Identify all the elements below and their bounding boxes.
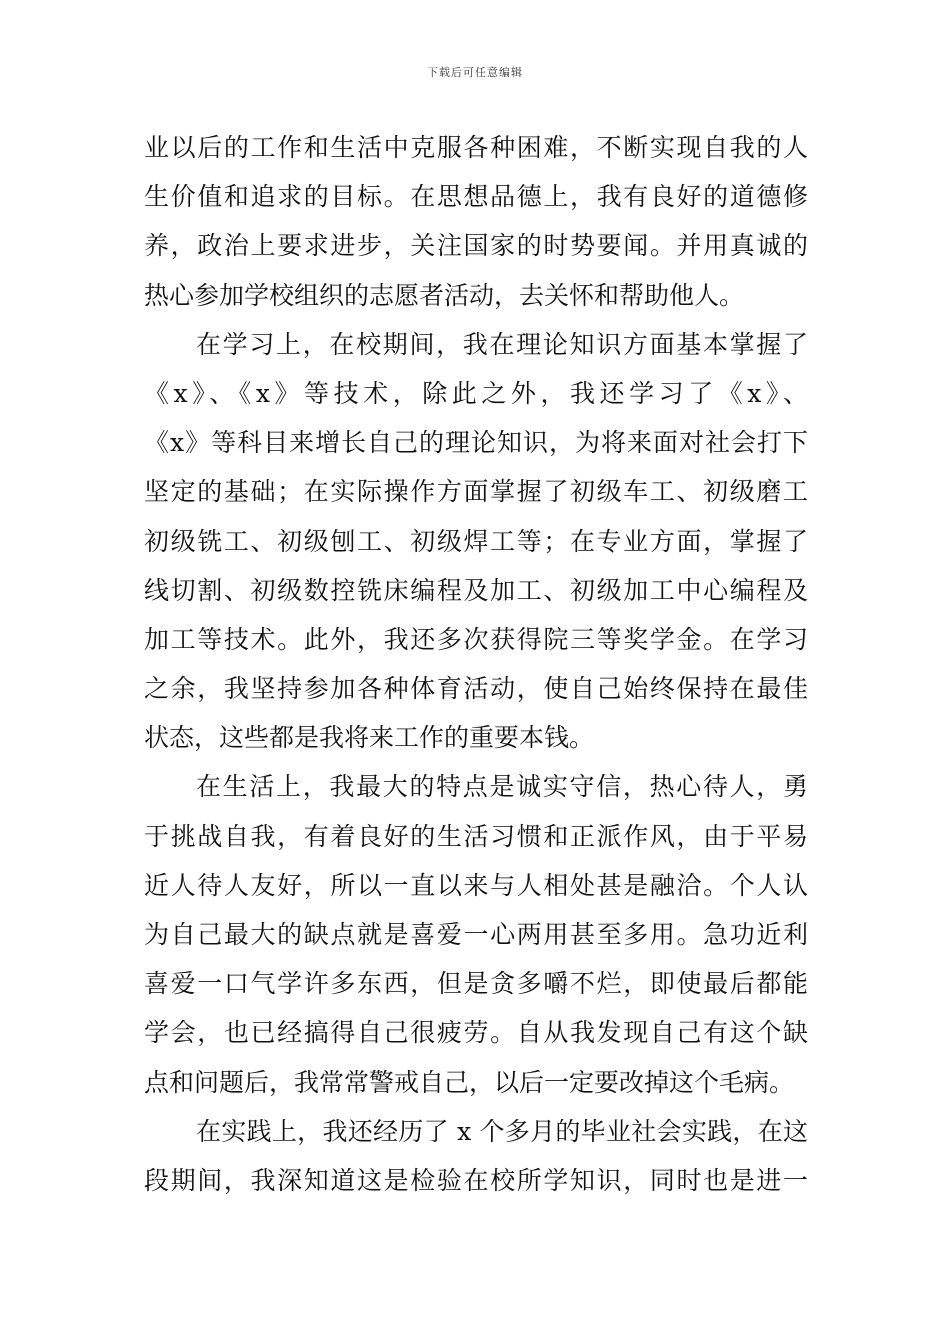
text-line: 业以后的工作和生活中克服各种困难，不断实现自我的人 — [144, 133, 808, 162]
text-line: 生价值和追求的目标。在思想品德上，我有良好的道德修 — [144, 182, 808, 212]
text-line: 养，政治上要求进步，关注国家的时势要闻。并用真诚的 — [144, 231, 808, 261]
text-line: 喜爱一口气学许多东西，但是贪多嚼不烂，即使最后都能 — [144, 969, 808, 999]
text-line: 于挑战自我，有着良好的生活习惯和正派作风，由于平易 — [144, 821, 808, 851]
text-line: 加工等技术。此外，我还多次获得院三等奖学金。在学习 — [144, 624, 808, 654]
text-line: 学会，也已经搞得自己很疲劳。自从我发现自己有这个缺 — [144, 1018, 808, 1048]
text-line: 《x》、《x》等技术，除此之外，我还学习了《x》、 — [144, 378, 808, 408]
text-line: 之余，我坚持参加各种体育活动，使自己始终保持在最佳 — [144, 674, 808, 704]
text-line: 状态，这些都是我将来工作的重要本钱。 — [144, 723, 595, 753]
text-line: 线切割、初级数控铣床编程及加工、初级加工中心编程及 — [144, 575, 808, 605]
text-line: 坚定的基础；在实际操作方面掌握了初级车工、初级磨工 — [144, 477, 808, 507]
paragraph-start-line: 在实践上，我还经历了 x 个多月的毕业社会实践，在这 — [196, 1116, 808, 1146]
paragraph-start-line: 在生活上，我最大的特点是诚实守信，热心待人，勇 — [196, 772, 808, 802]
document-body — [144, 123, 808, 1205]
text-line: 点和问题后，我常常警戒自己，以后一定要改掉这个毛病。 — [144, 1067, 795, 1097]
page-header: 下载后可任意编辑 — [427, 66, 523, 79]
text-line: 热心参加学校组织的志愿者活动，去关怀和帮助他人。 — [144, 280, 745, 310]
paragraph-start-line: 在学习上，在校期间，我在理论知识方面基本掌握了 — [196, 329, 808, 359]
text-line: 近人待人友好，所以一直以来与人相处甚是融洽。个人认 — [144, 870, 808, 900]
text-line: 段期间，我深知道这是检验在校所学知识，同时也是进一 — [144, 1165, 808, 1195]
text-line: 为自己最大的缺点就是喜爱一心两用甚至多用。急功近利 — [144, 920, 808, 949]
text-line: 初级铣工、初级刨工、初级焊工等；在专业方面，掌握了 — [144, 526, 808, 556]
text-line: 《x》等科目来增长自己的理论知识，为将来面对社会打下 — [144, 428, 808, 458]
